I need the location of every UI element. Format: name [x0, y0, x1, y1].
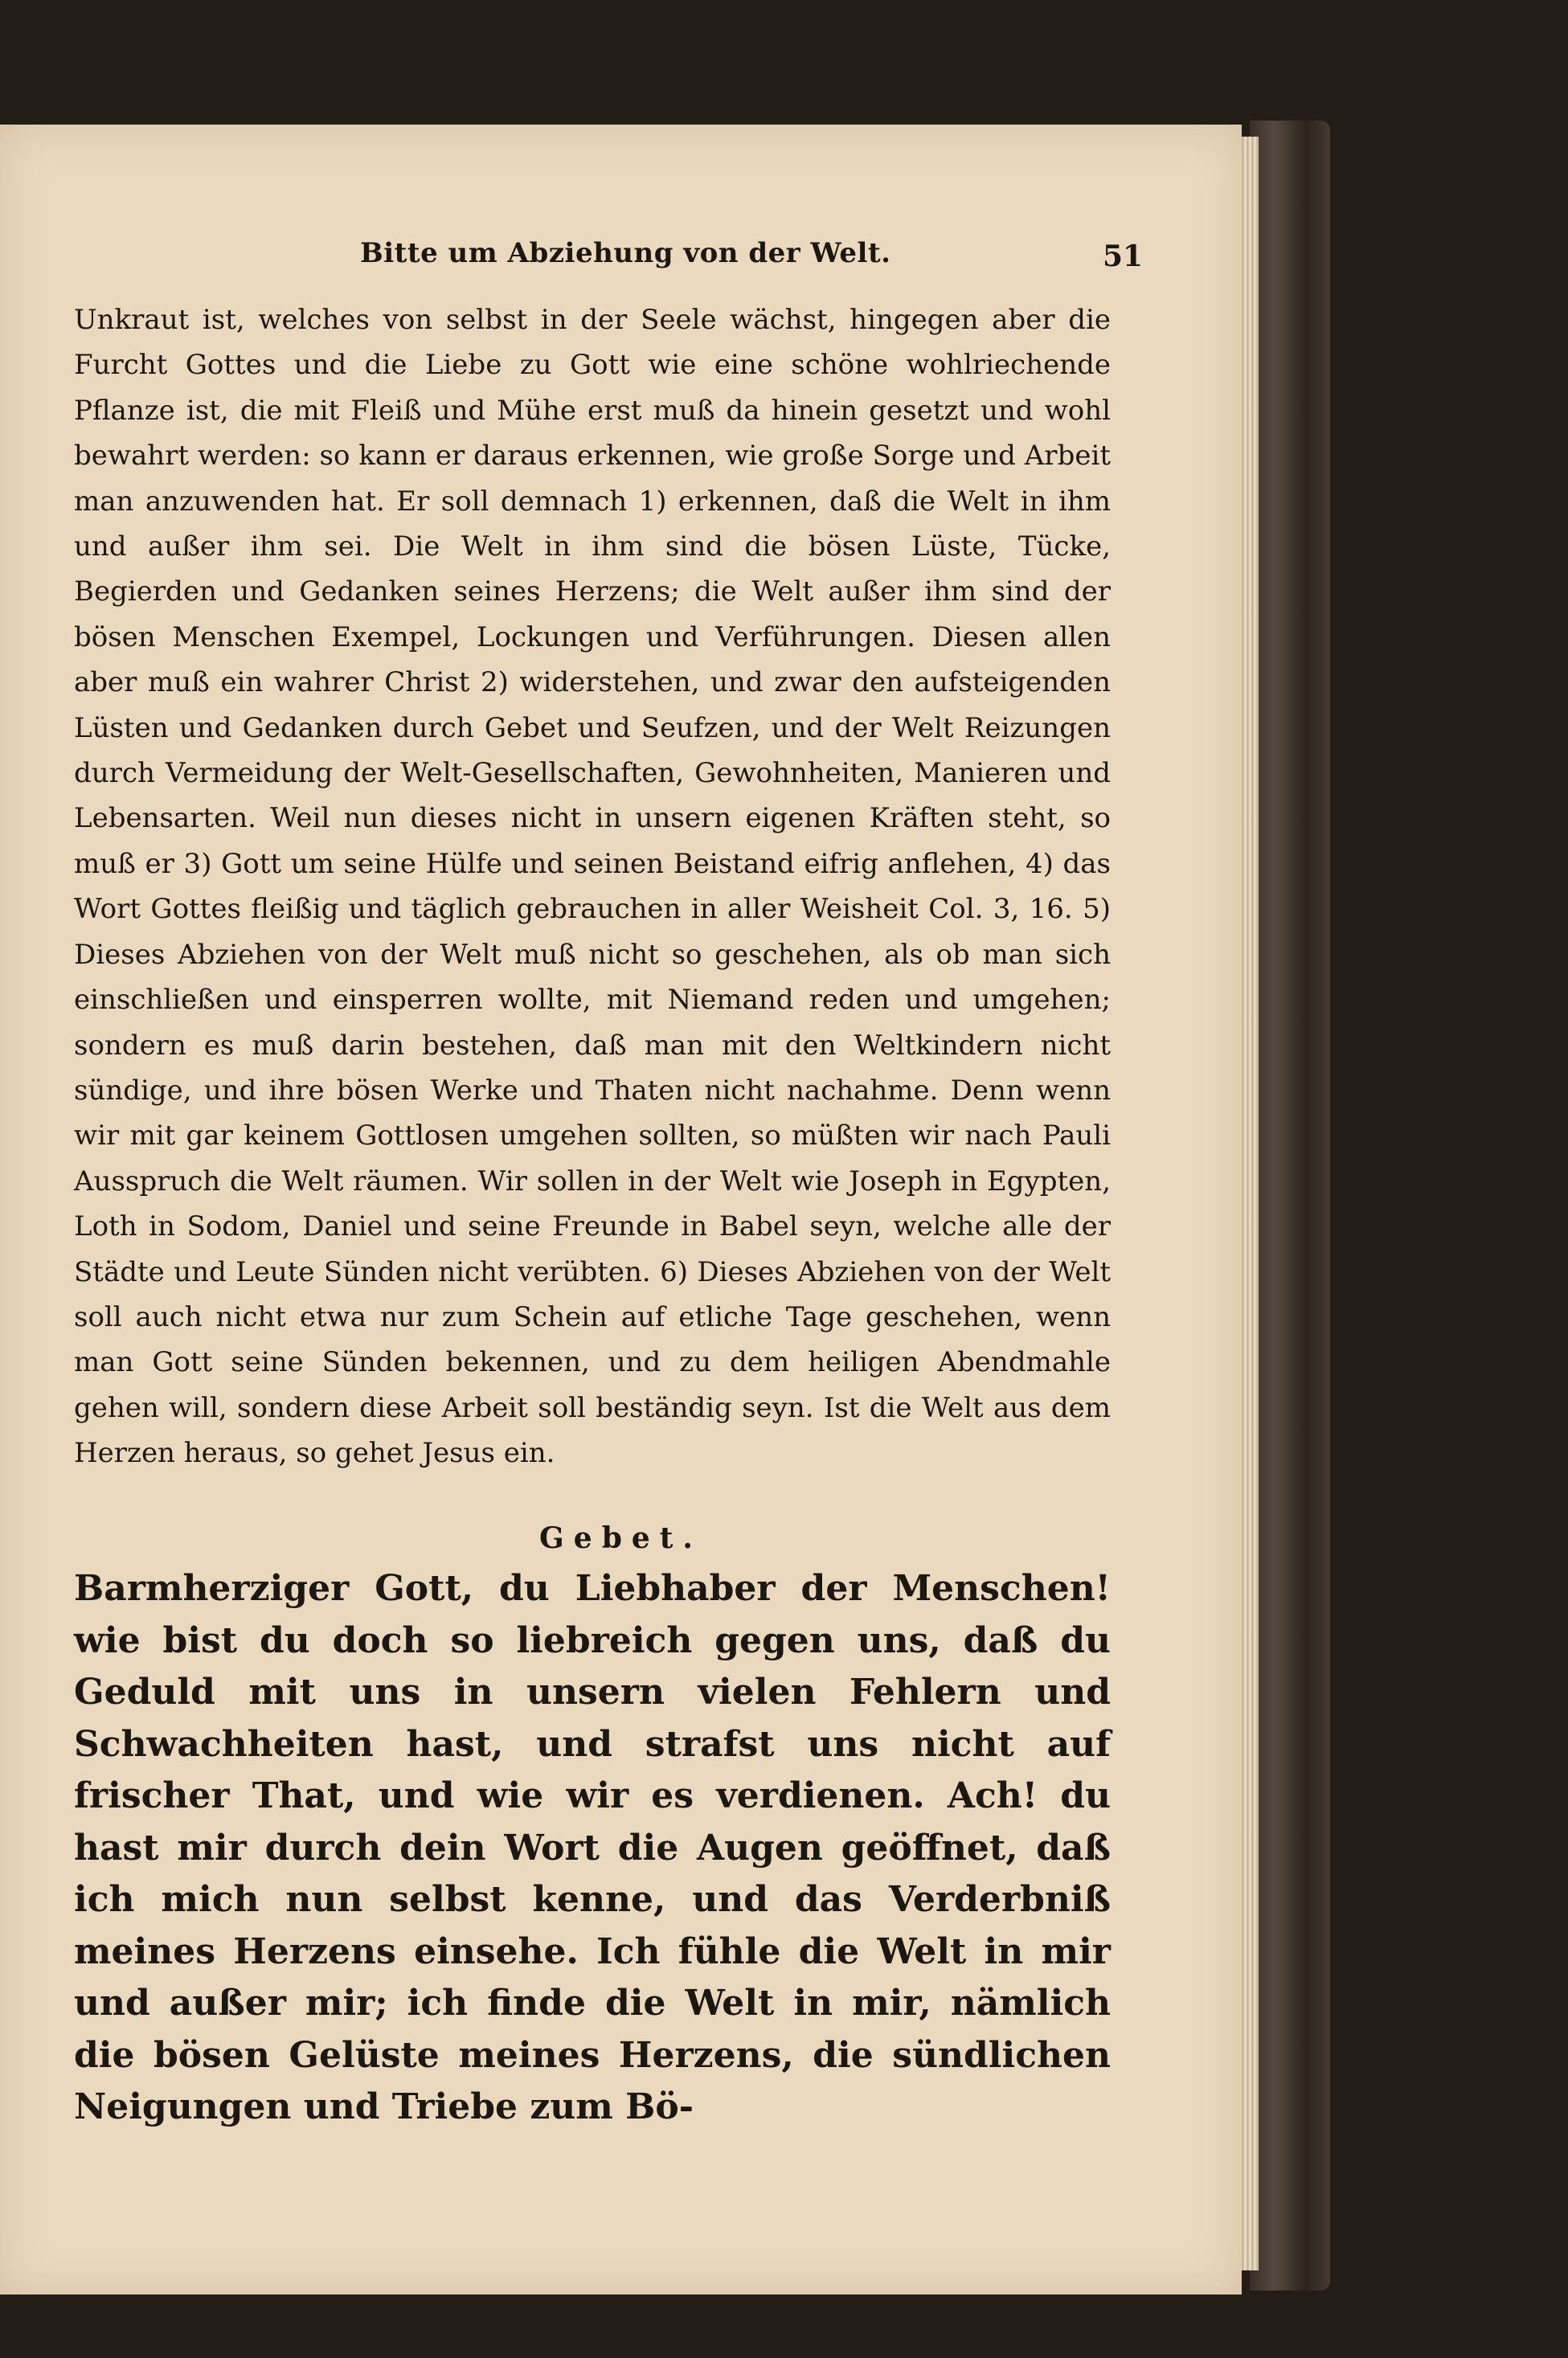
page-number: 51: [1103, 239, 1144, 273]
book-cover-edge: [1250, 121, 1330, 2290]
prayer-paragraph: Barmherziger Gott, du Liebhaber der Menschen! wie bist du doch so liebreich gegen uns, daß du Geduld mit uns in unsern vielen Fehlern und Schwachheiten hast, und strafst uns nicht auf frischer That, und wie wir es verdienen. Ach! du hast mir durch dein Wort die Augen geöffnet, daß ich mich nun selbst kenne, und das Verderbniß meines Herzens einsehe. Ich fühle die Welt in mir und außer mir; ich finde die Welt in mir, nämlich die bösen Gelüste meines Herzens, die sündlichen Neigungen und Triebe zum Bö-: [74, 1568, 1111, 2127]
running-head: Bitte um Abziehung von der Welt.: [360, 237, 891, 269]
body-paragraph: Unkraut ist, welches von selbst in der Seele wächst, hingegen aber die Furcht Gottes und die Liebe zu Gott wie eine schöne wohlriechende Pflanze ist, die mit Fleiß und Mühe erst muß da hinein gesetzt und wohl bewahrt werden: so kann er daraus erkennen, wie große Sorge und Arbeit man anzuwenden hat. Er soll demnach 1) erkennen, daß die Welt in ihm und außer ihm sei. Die Welt in ihm sind die bösen Lüste, Tücke, Begierden und Gedanken seines Herzens; die Welt außer ihm sind der bösen Menschen Exempel, Lockungen und Verführungen. Diesen allen aber muß ein wahrer Christ 2) widerstehen, und zwar den aufsteigenden Lüsten und Gedanken durch Gebet und Seufzen, und der Welt Reizungen durch Vermeidung der Welt-Gesellschaften, Gewohnheiten, Manieren und Lebensarten. Weil nun dieses nicht in unsern eigenen Kräften steht, so muß er 3) Gott um seine Hülfe und seinen Beistand eifrig anflehen, 4) das Wort Gottes fleißig und täglich gebrauchen in aller Weisheit Col. 3, 16. 5) Dieses Abziehen von der Welt muß nicht so geschehen, als ob man sich einschließen und einsperren wollte, mit Niemand reden und umgehen; sondern es muß darin bestehen, daß man mit den Weltkindern nicht sündige, und ihre bösen Werke und Thaten nicht nachahme. Denn wenn wir mit gar keinem Gottlosen umgehen sollten, so müßten wir nach Pauli Ausspruch die Welt räumen. Wir sollen in der Welt wie Joseph in Egypten, Loth in Sodom, Daniel und seine Freunde in Babel seyn, welche alle der Städte und Leute Sünden nicht verübten. 6) Dieses Abziehen von der Welt soll auch nicht etwa nur zum Schein auf etliche Tage geschehen, wenn man Gott seine Sünden bekennen, und zu dem heiligen Abendmahle gehen will, sondern diese Arbeit soll beständig seyn. Ist die Welt aus dem Herzen heraus, so gehet Jesus ein.: [74, 304, 1111, 1470]
book-page: [0, 125, 1242, 2295]
prayer-heading: Gebet.: [539, 1521, 702, 1555]
